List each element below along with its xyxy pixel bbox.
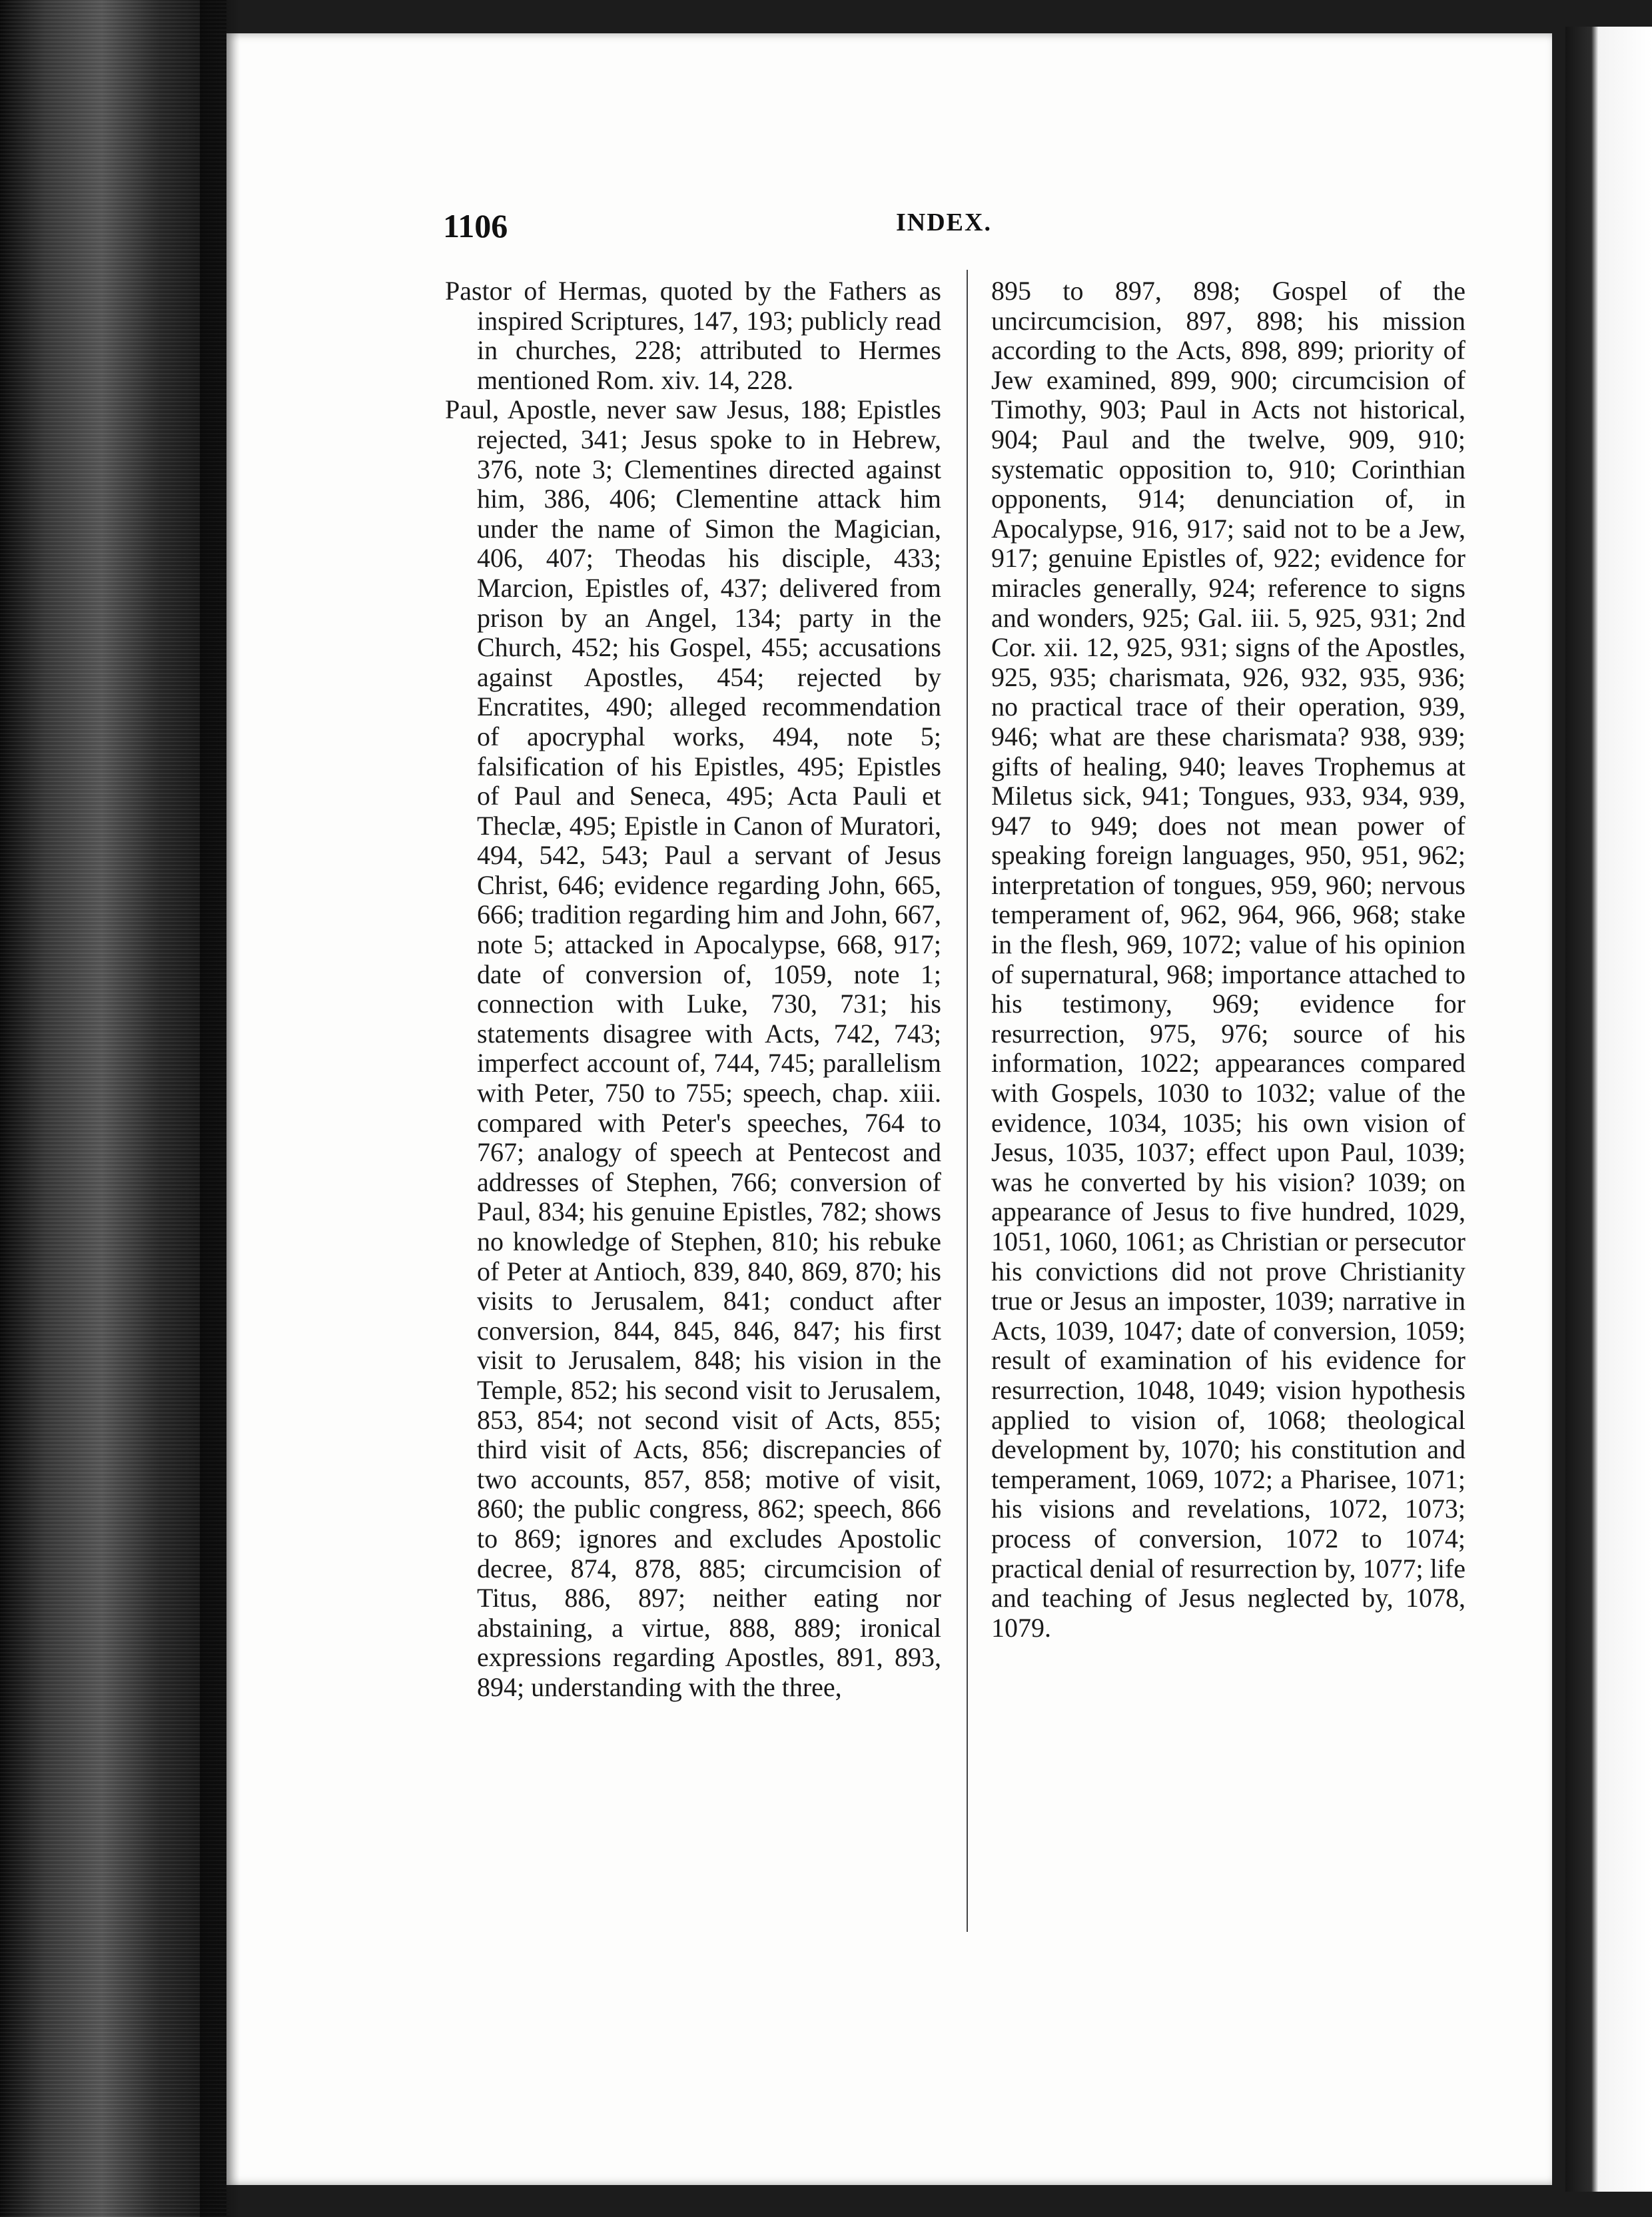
index-column-left [445, 276, 941, 1703]
index-entry-paul-continued: 895 to 897, 898; Gospel of the uncircumcision, 897, 898; his mission according to the Acts, 898, 899; priority of Jew examined, 899, 900; circumcision of Timothy, 903; Paul in Acts not historical, 904; Paul and the twelve, 909, 910; systematic opposition to, 910; Corinthian opponents, 914; denunciation of, in Apocalypse, 916, 917; said not to be a Jew, 917; genuine Epistles of, 922; evidence for miracles generally, 924; reference to signs and wonders, 925; Gal. iii. 5, 925, 931; 2nd Cor. xii. 12, 925, 931; signs of the Apostles, 925, 935; charismata, 926, 932, 935, 936; no practical trace of their operation, 939, 946; what are these charismata? 938, 939; gifts of healing, 940; leaves Trophemus at Miletus sick, 941; Tongues, 933, 934, 939, 947 to 949; does not mean power of speaking foreign languages, 950, 951, 962; interpretation of tongues, 959, 960; nervous temperament of, 962, 964, 966, 968; stake in the flesh, 969, 1072; value of his opinion of supernatural, 968; importance attached to his testimony, 969; evidence for resurrection, 975, 976; source of his information, 1022; appearances compared with Gospels, 1030 to 1032; value of the evidence, 1034, 1035; his own vision of Jesus, 1035, 1037; effect upon Paul, 1039; was he converted by his vision? 1039; on appearance of Jesus to five hundred, 1029, 1051, 1060, 1061; as Christian or persecutor his convictions did not prove Christianity true or Jesus an imposter, 1039; narrative in Acts, 1039, 1047; date of conversion, 1059; result of examination of his evidence for resurrection, 1048, 1049; vision hypothesis applied to vision of, 1068; theological development by, 1070; his constitution and temperament, 1069, 1072; a Pharisee, 1071; his visions and revelations, 1072, 1073; process of conversion, 1072 to 1074; practical denial of resurrection by, 1077; life and teaching of Jesus neglected by, 1078, 1079. [991, 276, 1465, 1643]
binding-shadow [200, 0, 240, 2217]
page-number: 1106 [443, 207, 508, 244]
adjacent-page-edge [1565, 27, 1652, 2192]
index-entry-pastor-of-hermas: Pastor of Hermas, quoted by the Fathers as inspired Scriptures, 147, 193; publicly read in churches, 228; attributed to Hermes mentioned Rom. xiv. 14, 228. [445, 276, 941, 395]
index-entry-paul-apostle: Paul, Apostle, never saw Jesus, 188; Epistles rejected, 341; Jesus spoke to in Hebrew, 376, note 3; Clementines directed against him, 386, 406; Clementine attack him under the name of Simon the Magician, 406, 407; Theodas his disciple, 433; Marcion, Epistles of, 437; delivered from prison by an Angel, 134; party in the Church, 452; his Gospel, 455; accusations against Apostles, 454; rejected by Encratites, 490; alleged recommendation of apocryphal works, 494, note 5; falsification of his Epistles, 495; Epistles of Paul and Seneca, 495; Acta Pauli et Theclæ, 495; Epistle in Canon of Muratori, 494, 542, 543; Paul a servant of Jesus Christ, 646; evidence regarding John, 665, 666; tradition regarding him and John, 667, note 5; attacked in Apocalypse, 668, 917; date of conversion of, 1059, note 1; connection with Luke, 730, 731; his statements disagree with Acts, 742, 743; imperfect account of, 744, 745; parallelism with Peter, 750 to 755; speech, chap. xiii. compared with Peter's speeches, 764 to 767; analogy of speech at Pentecost and addresses of Stephen, 766; conversion of Paul, 834; his genuine Epistles, 782; shows no knowledge of Stephen, 810; his rebuke of Peter at Antioch, 839, 840, 869, 870; his visits to Jerusalem, 841; conduct after conversion, 844, 845, 846, 847; his first visit to Jerusalem, 848; his vision in the Temple, 852; his second visit to Jerusalem, 853, 854; not second visit of Acts, 855; third visit of Acts, 856; discrepancies of two accounts, 857, 858; motive of visit, 860; the public congress, 862; speech, 866 to 869; ignores and excludes Apostolic decree, 874, 878, 885; circumcision of Titus, 886, 897; neither eating nor abstaining, a virtue, 888, 889; ironical expressions regarding Apostles, 891, 893, 894; understanding with the three, [445, 394, 941, 1702]
running-head: INDEX. [896, 209, 992, 236]
column-divider [967, 270, 968, 1932]
spine-texture [0, 0, 226, 2217]
index-column-right [991, 276, 1465, 1643]
